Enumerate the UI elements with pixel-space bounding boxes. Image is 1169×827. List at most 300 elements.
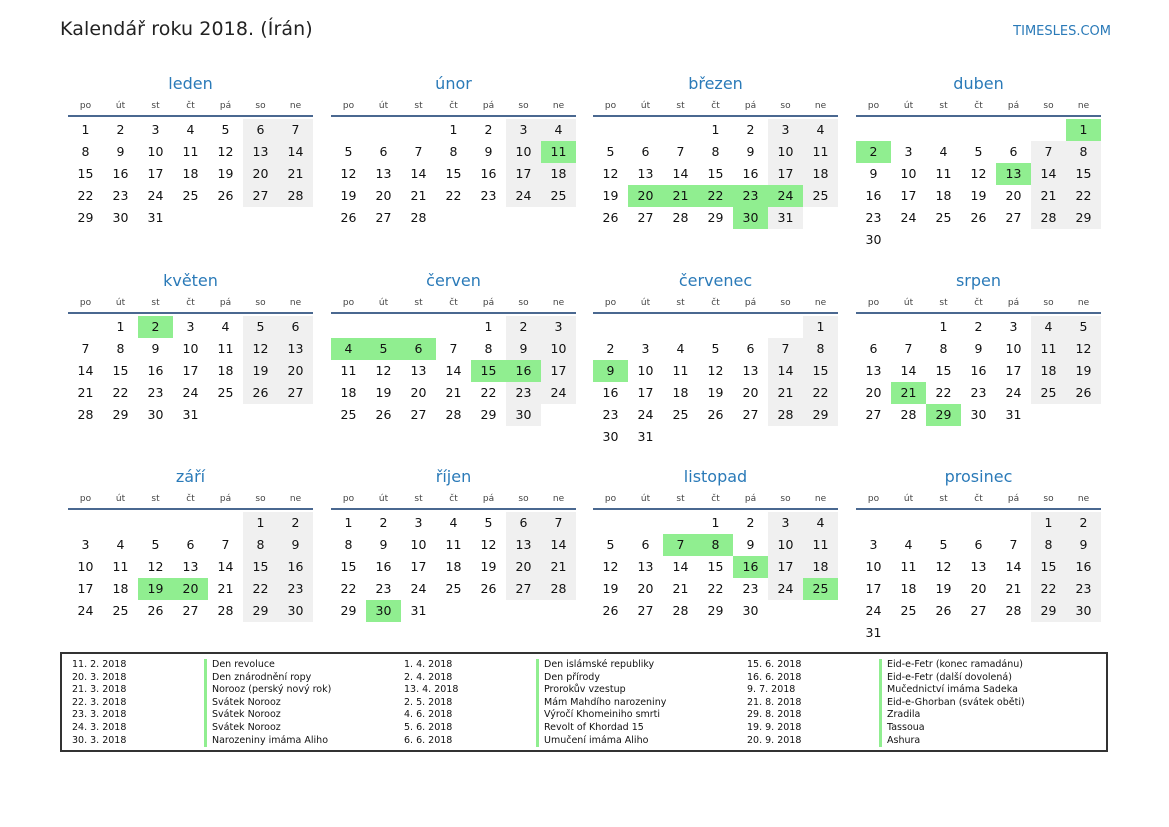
month-name: červen — [426, 271, 481, 290]
day-cell: 20 — [1005, 188, 1022, 203]
day-cell: 19 — [217, 166, 234, 181]
day-cell: 14 — [77, 363, 94, 378]
day-cell: 20 — [243, 163, 278, 185]
day-cell: 3 — [641, 341, 650, 356]
day-cell: 23 — [112, 188, 129, 203]
day-cell: 28 — [278, 185, 313, 207]
day-cell: 1 — [243, 512, 278, 534]
holiday-name: Eid-e-Fetr (konec ramadánu) — [887, 659, 1024, 670]
day-cell: 28 — [541, 578, 576, 600]
holiday-row — [747, 684, 1067, 697]
day-cell: 12 — [1066, 338, 1101, 360]
day-cell: 15 — [77, 166, 94, 181]
weekday-header — [331, 294, 576, 314]
weekday-label: po — [867, 298, 880, 308]
day-cell: 2 — [484, 122, 493, 137]
day-cell-holiday: 23 — [733, 185, 768, 207]
day-cell: 7 — [449, 341, 458, 356]
weekday-header — [331, 490, 576, 510]
day-cell: 16 — [742, 166, 759, 181]
day-cell: 23 — [278, 578, 313, 600]
day-cell: 12 — [340, 166, 357, 181]
weekday-header — [593, 97, 838, 117]
day-cell: 25 — [445, 581, 462, 596]
weekday-header — [68, 294, 313, 314]
month-name: leden — [168, 74, 213, 93]
holiday-date: 2. 5. 2018 — [404, 696, 453, 708]
day-grid — [331, 316, 576, 426]
holiday-date: 22. 3. 2018 — [72, 696, 127, 708]
weekday-label: po — [604, 494, 617, 504]
day-cell: 5 — [484, 515, 493, 530]
day-cell: 8 — [116, 341, 125, 356]
holiday-row — [404, 672, 724, 685]
holiday-date: 30. 3. 2018 — [72, 734, 127, 746]
day-cell: 21 — [278, 163, 313, 185]
month-květen — [68, 271, 313, 426]
day-cell-holiday: 20 — [628, 185, 663, 207]
day-grid — [856, 316, 1101, 426]
day-cell: 14 — [217, 559, 234, 574]
holiday-date: 5. 6. 2018 — [404, 721, 453, 733]
weekday-header — [856, 490, 1101, 510]
day-cell: 30 — [865, 232, 882, 247]
day-cell-empty — [173, 512, 208, 534]
day-cell: 27 — [506, 578, 541, 600]
day-cell: 31 — [1005, 407, 1022, 422]
day-cell: 24 — [637, 407, 654, 422]
day-cell: 26 — [147, 603, 164, 618]
holiday-name: Mám Mahdího narozeniny — [544, 696, 667, 708]
day-cell-holiday: 2 — [138, 316, 173, 338]
holiday-row — [72, 697, 392, 710]
weekday-label: po — [342, 101, 355, 111]
day-cell: 6 — [641, 144, 650, 159]
day-cell: 22 — [243, 578, 278, 600]
holiday-name: Eid-e-Fetr (další dovolená) — [887, 671, 1012, 683]
day-cell: 30 — [278, 600, 313, 622]
day-grid — [68, 512, 313, 622]
weekday-label: so — [518, 298, 529, 308]
day-cell-empty — [436, 316, 471, 338]
day-cell-empty — [138, 512, 173, 534]
day-cell: 16 — [865, 188, 882, 203]
day-cell: 8 — [484, 341, 493, 356]
weekday-label: st — [676, 101, 685, 111]
day-cell: 8 — [1031, 534, 1066, 556]
day-cell: 10 — [506, 141, 541, 163]
weekday-header — [856, 97, 1101, 117]
day-cell: 1 — [1031, 512, 1066, 534]
day-cell: 13 — [865, 363, 882, 378]
holiday-date: 6. 6. 2018 — [404, 734, 453, 746]
day-cell-empty — [401, 119, 436, 141]
holiday-date: 11. 2. 2018 — [72, 659, 127, 670]
day-cell: 5 — [344, 144, 353, 159]
day-cell: 13 — [410, 363, 427, 378]
weekday-label: so — [780, 101, 791, 111]
day-cell: 10 — [541, 338, 576, 360]
day-cell: 19 — [602, 188, 619, 203]
weekday-label: st — [939, 298, 948, 308]
day-cell-holiday: 16 — [733, 556, 768, 578]
day-cell: 2 — [1066, 512, 1101, 534]
day-cell-empty — [366, 316, 401, 338]
weekday-label: ne — [552, 298, 565, 308]
weekday-label: čt — [186, 298, 195, 308]
day-cell: 19 — [602, 581, 619, 596]
weekday-label: pá — [219, 494, 232, 504]
day-cell: 17 — [541, 360, 576, 382]
day-cell: 18 — [340, 385, 357, 400]
weekday-label: so — [518, 101, 529, 111]
day-cell: 27 — [375, 210, 392, 225]
day-cell-empty — [103, 512, 138, 534]
holiday-name: Narozeniny imáma Aliho — [212, 734, 329, 746]
day-cell-empty — [366, 119, 401, 141]
weekday-label: so — [1043, 298, 1054, 308]
day-cell: 5 — [711, 341, 720, 356]
day-cell: 21 — [768, 382, 803, 404]
weekday-label: ne — [1077, 494, 1090, 504]
day-cell-holiday: 30 — [733, 207, 768, 229]
holiday-date: 15. 6. 2018 — [747, 659, 802, 670]
day-cell: 12 — [970, 166, 987, 181]
day-cell: 30 — [147, 407, 164, 422]
day-cell: 7 — [1009, 537, 1018, 552]
day-cell: 16 — [112, 166, 129, 181]
day-cell: 18 — [672, 385, 689, 400]
holiday-date: 21. 8. 2018 — [747, 696, 802, 708]
day-cell: 15 — [112, 363, 129, 378]
month-name: duben — [953, 74, 1004, 93]
day-cell: 8 — [449, 144, 458, 159]
day-cell: 26 — [602, 210, 619, 225]
day-cell: 16 — [1066, 556, 1101, 578]
day-cell: 11 — [935, 166, 952, 181]
day-cell: 23 — [602, 407, 619, 422]
weekday-label: po — [867, 494, 880, 504]
day-grid — [331, 512, 576, 622]
day-cell: 21 — [672, 581, 689, 596]
weekday-label: po — [79, 494, 92, 504]
day-cell: 3 — [768, 512, 803, 534]
day-cell: 19 — [1066, 360, 1101, 382]
day-cell: 11 — [900, 559, 917, 574]
day-cell: 1 — [803, 316, 838, 338]
holiday-name: Prorokův vzestup — [544, 684, 626, 696]
holiday-date: 16. 6. 2018 — [747, 671, 802, 683]
day-cell: 30 — [742, 603, 759, 618]
weekday-label: čt — [449, 298, 458, 308]
day-cell: 11 — [217, 341, 234, 356]
day-cell: 26 — [707, 407, 724, 422]
day-cell: 6 — [506, 512, 541, 534]
day-cell-empty — [593, 119, 628, 141]
day-cell: 3 — [904, 144, 913, 159]
day-cell: 4 — [803, 119, 838, 141]
weekday-label: po — [867, 101, 880, 111]
day-cell: 14 — [410, 166, 427, 181]
day-cell: 15 — [340, 559, 357, 574]
day-cell: 28 — [1031, 207, 1066, 229]
day-cell: 5 — [974, 144, 983, 159]
day-cell: 25 — [112, 603, 129, 618]
day-cell: 26 — [935, 603, 952, 618]
holiday-row — [747, 659, 1067, 672]
day-cell: 3 — [1009, 319, 1018, 334]
day-cell: 6 — [869, 341, 878, 356]
day-cell-empty — [593, 316, 628, 338]
day-cell: 17 — [768, 163, 803, 185]
day-cell: 19 — [970, 188, 987, 203]
day-cell: 24 — [410, 581, 427, 596]
holiday-name: Tassoua — [887, 721, 925, 733]
day-cell: 5 — [606, 537, 615, 552]
holiday-date: 20. 9. 2018 — [747, 734, 802, 746]
day-cell: 18 — [182, 166, 199, 181]
day-cell: 29 — [243, 600, 278, 622]
day-cell: 27 — [243, 185, 278, 207]
holiday-date: 4. 6. 2018 — [404, 709, 453, 721]
holiday-row — [404, 735, 724, 748]
day-cell: 12 — [147, 559, 164, 574]
day-cell: 31 — [410, 603, 427, 618]
day-cell: 14 — [278, 141, 313, 163]
day-cell: 15 — [803, 360, 838, 382]
day-cell-holiday: 11 — [541, 141, 576, 163]
day-cell: 7 — [676, 144, 685, 159]
day-cell: 1 — [484, 319, 493, 334]
day-cell: 9 — [746, 537, 755, 552]
day-cell: 17 — [768, 556, 803, 578]
day-cell-empty — [663, 512, 698, 534]
day-cell: 3 — [541, 316, 576, 338]
site-link[interactable]: TIMESLES.COM — [1013, 24, 1111, 39]
holiday-name: Norooz (perský nový rok) — [212, 684, 332, 696]
day-cell: 3 — [81, 537, 90, 552]
holiday-date: 2. 4. 2018 — [404, 671, 453, 683]
weekday-label: pá — [482, 298, 495, 308]
day-cell: 5 — [221, 122, 230, 137]
day-cell: 7 — [904, 341, 913, 356]
day-cell: 9 — [869, 166, 878, 181]
day-cell: 22 — [707, 581, 724, 596]
day-cell-empty — [628, 119, 663, 141]
day-cell: 27 — [410, 407, 427, 422]
weekday-label: st — [939, 494, 948, 504]
day-cell: 20 — [970, 581, 987, 596]
day-cell: 13 — [182, 559, 199, 574]
day-cell: 16 — [375, 559, 392, 574]
month-září — [68, 467, 313, 622]
day-cell: 2 — [506, 316, 541, 338]
weekday-label: st — [676, 494, 685, 504]
day-cell: 27 — [637, 210, 654, 225]
month-name: listopad — [683, 467, 748, 486]
day-cell: 25 — [217, 385, 234, 400]
day-cell: 30 — [506, 404, 541, 426]
day-cell-empty — [401, 316, 436, 338]
holiday-date: 9. 7. 2018 — [747, 684, 796, 696]
weekday-label: ne — [289, 298, 302, 308]
day-cell: 22 — [803, 382, 838, 404]
weekday-label: ne — [1077, 298, 1090, 308]
weekday-label: pá — [744, 101, 757, 111]
holiday-row — [747, 722, 1067, 735]
day-cell: 3 — [151, 122, 160, 137]
day-cell: 1 — [81, 122, 90, 137]
weekday-label: po — [342, 494, 355, 504]
weekday-label: st — [676, 298, 685, 308]
weekday-header — [856, 294, 1101, 314]
day-cell: 27 — [970, 603, 987, 618]
weekday-label: čt — [974, 298, 983, 308]
holiday-name: Zradila — [887, 709, 921, 721]
weekday-label: čt — [974, 494, 983, 504]
month-name: únor — [435, 74, 472, 93]
day-cell: 24 — [182, 385, 199, 400]
day-cell: 21 — [217, 581, 234, 596]
month-listopad — [593, 467, 838, 622]
day-cell: 5 — [939, 537, 948, 552]
weekday-label: so — [780, 494, 791, 504]
holiday-row — [404, 684, 724, 697]
weekday-label: po — [604, 101, 617, 111]
day-cell: 8 — [939, 341, 948, 356]
day-cell: 11 — [445, 537, 462, 552]
day-cell-holiday: 4 — [331, 338, 366, 360]
weekday-label: so — [255, 298, 266, 308]
holiday-date: 23. 3. 2018 — [72, 709, 127, 721]
weekday-label: ne — [552, 494, 565, 504]
day-cell: 10 — [77, 559, 94, 574]
holiday-row — [72, 684, 392, 697]
weekday-label: so — [1043, 101, 1054, 111]
day-cell: 26 — [480, 581, 497, 596]
day-cell-empty — [891, 119, 926, 141]
day-cell: 6 — [278, 316, 313, 338]
day-cell-holiday: 30 — [366, 600, 401, 622]
day-cell: 29 — [707, 603, 724, 618]
day-cell: 17 — [637, 385, 654, 400]
day-cell-empty — [926, 512, 961, 534]
month-name: prosinec — [944, 467, 1013, 486]
day-cell: 7 — [278, 119, 313, 141]
holiday-name: Svátek Norooz — [212, 709, 281, 721]
day-cell: 25 — [1031, 382, 1066, 404]
day-grid — [593, 119, 838, 229]
day-cell: 3 — [414, 515, 423, 530]
day-cell-holiday: 21 — [663, 185, 698, 207]
day-cell-empty — [68, 316, 103, 338]
day-cell: 28 — [445, 407, 462, 422]
day-cell: 18 — [541, 163, 576, 185]
day-cell: 20 — [410, 385, 427, 400]
day-cell: 14 — [672, 166, 689, 181]
day-cell: 10 — [1005, 341, 1022, 356]
holiday-row — [404, 659, 724, 672]
day-cell-empty — [768, 316, 803, 338]
day-grid — [856, 512, 1101, 644]
day-cell: 16 — [480, 166, 497, 181]
holiday-row — [404, 697, 724, 710]
day-cell: 3 — [186, 319, 195, 334]
day-cell: 28 — [900, 407, 917, 422]
day-cell: 22 — [935, 385, 952, 400]
day-cell: 9 — [746, 144, 755, 159]
day-cell: 14 — [1005, 559, 1022, 574]
weekday-header — [68, 97, 313, 117]
day-grid — [593, 316, 838, 448]
day-cell: 29 — [803, 404, 838, 426]
day-cell: 15 — [1031, 556, 1066, 578]
weekday-label: út — [115, 298, 126, 308]
day-cell: 25 — [340, 407, 357, 422]
holiday-row — [747, 709, 1067, 722]
day-cell-holiday: 5 — [366, 338, 401, 360]
day-cell: 19 — [707, 385, 724, 400]
day-cell: 22 — [340, 581, 357, 596]
month-duben — [856, 74, 1101, 251]
weekday-label: so — [518, 494, 529, 504]
day-cell: 22 — [1031, 578, 1066, 600]
month-name: říjen — [435, 467, 472, 486]
holiday-name: Den revoluce — [212, 659, 275, 670]
day-cell: 26 — [340, 210, 357, 225]
month-name: srpen — [955, 271, 1002, 290]
day-cell: 24 — [506, 185, 541, 207]
day-cell: 3 — [869, 537, 878, 552]
day-cell: 19 — [935, 581, 952, 596]
day-cell: 9 — [278, 534, 313, 556]
day-cell: 14 — [768, 360, 803, 382]
day-cell-empty — [628, 512, 663, 534]
day-cell: 2 — [746, 122, 755, 137]
day-cell-empty — [698, 316, 733, 338]
weekday-label: so — [255, 101, 266, 111]
day-cell: 14 — [1031, 163, 1066, 185]
day-cell: 6 — [186, 537, 195, 552]
holiday-date: 20. 3. 2018 — [72, 671, 127, 683]
day-cell: 11 — [182, 144, 199, 159]
day-cell-holiday: 16 — [506, 360, 541, 382]
day-cell: 29 — [77, 210, 94, 225]
day-cell-empty — [331, 316, 366, 338]
holiday-name: Umučení imáma Aliho — [544, 734, 649, 746]
holiday-name: Ashura — [887, 734, 921, 746]
day-grid — [68, 119, 313, 229]
weekday-label: čt — [186, 101, 195, 111]
day-cell: 20 — [865, 385, 882, 400]
day-cell: 5 — [606, 144, 615, 159]
day-cell: 4 — [221, 319, 230, 334]
day-cell-empty — [996, 512, 1031, 534]
holiday-name: Den znárodnění ropy — [212, 671, 312, 683]
day-cell-empty — [856, 512, 891, 534]
day-cell: 20 — [742, 385, 759, 400]
day-cell: 14 — [445, 363, 462, 378]
day-cell: 22 — [480, 385, 497, 400]
day-cell: 31 — [637, 429, 654, 444]
weekday-label: po — [79, 101, 92, 111]
weekday-label: po — [604, 298, 617, 308]
weekday-label: čt — [711, 298, 720, 308]
day-cell: 23 — [506, 382, 541, 404]
day-cell: 4 — [541, 119, 576, 141]
day-cell-holiday: 7 — [663, 534, 698, 556]
day-cell-empty — [856, 119, 891, 141]
